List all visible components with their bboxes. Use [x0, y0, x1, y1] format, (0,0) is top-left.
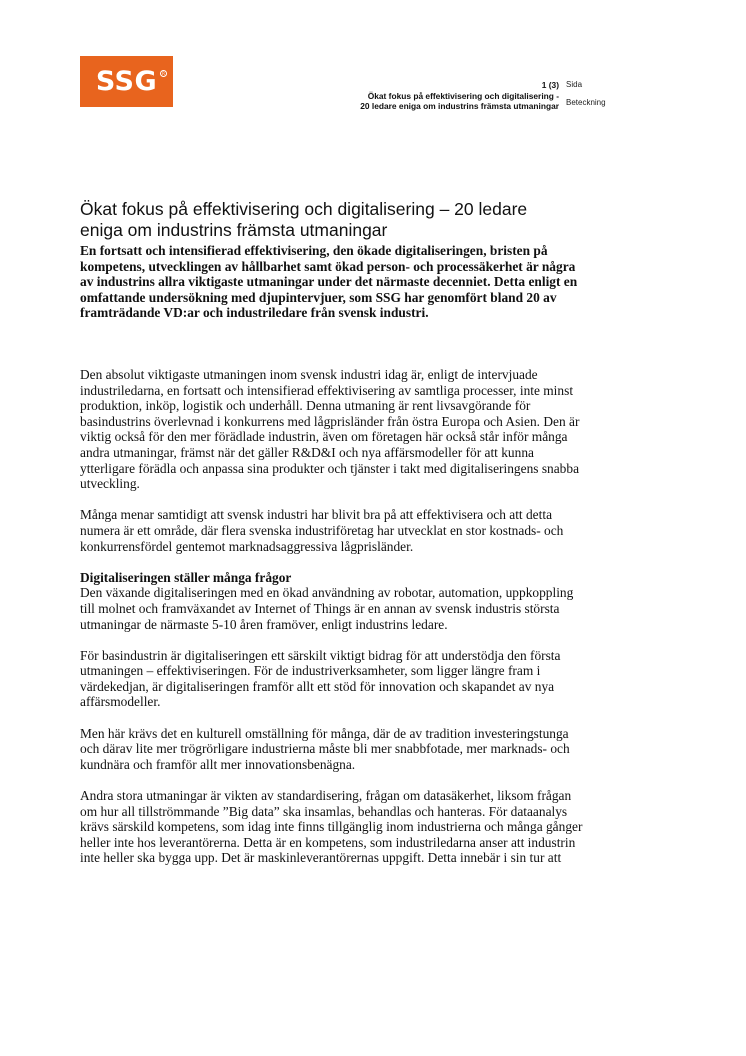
registered-icon: R [160, 70, 167, 77]
article-body [80, 367, 590, 882]
subheading: Digitaliseringen ställer många frågor [80, 569, 292, 585]
header-labels [566, 80, 606, 108]
paragraph-6: Andra stora utmaningar är vikten av standardisering, frågan om datasäkerhet, liksom frågan om hur all tillströmmande ”Big data” ska insamlas, behandlas och hanteras. För dataanalys krävs särskild kompetens, som idag inte finns tillgänglig inom industrierna och många gånger heller inte hos leverantörerna. Detta är en kompetens, som industriledarna anser att industrin inte heller ska bygga upp. Det är maskinleverantörernas uppgift. Detta innebär i sin tur att [80, 788, 583, 866]
paragraph-4: För basindustrin är digitaliseringen ett särskilt viktigt bidrag för att understödja den första utmaningen – effektiviseringen. För de industriverksamheter, som ligger längre fram i värdekedjan, är digitaliseringen framför allt ett stöd för innovation och skapandet av nya affärsmodeller. [80, 647, 561, 710]
paragraph-5: Men här krävs det en kulturell omställning för många, där de av tradition investeringstunga och därav lite mer trögrörligare industrierna måste bli mer snabbfotade, mer marknads- och kundnära och framför allt mer innovationsbenägna. [80, 725, 570, 772]
paragraph-2: Många menar samtidigt att svensk industri har blivit bra på att effektivisera och att detta numera är ett område, där flera svenska industriföretag har utvecklat en stor kostnads- och konkurrensfördel gentemot marknadsaggressiva lågprisländer. [80, 507, 564, 554]
paragraph-3: Den växande digitaliseringen med en ökad användning av robotar, automation, uppkoppling till molnet och framväxandet av Internet of Things är en annan av svensk industris största utmaningar de närmaste 5-10 åren framöver, enligt industrins ledare. [80, 585, 574, 632]
document-header [359, 80, 559, 111]
article-lead: En fortsatt och intensifierad effektivisering, den ökade digitaliseringen, bristen på kompetens, utvecklingen av hållbarhet samt ökad person- och processäkerhet är några av industrins allra viktigaste utmaningar under det närmaste decenniet. Detta enligt en omfattande undersökning med djupintervjuer, som SSG har genomfört bland 20 av framträdande VD:ar och industriledare från svensk industri. [80, 243, 578, 321]
label-designation: Beteckning [566, 98, 606, 107]
logo-text: SSG [95, 66, 158, 97]
article-title: Ökat fokus på effektivisering och digitalisering – 20 ledare eniga om industrins främsta utmaningar [80, 199, 528, 240]
header-doc-title: Ökat fokus på effektivisering och digitalisering - 20 ledare eniga om industrins främsta utmaningar [360, 91, 559, 111]
ssg-logo [80, 56, 173, 107]
page-number: 1 (3) [541, 80, 559, 90]
paragraph-1: Den absolut viktigaste utmaningen inom svensk industri idag är, enligt de intervjuade industriledarna, en fortsatt och intensifierad effektivisering av samtliga processer, inte minst produktion, inköp, logistik och underhåll. Denna utmaning är rent livsavgörande för basindustrins överlevnad i konkurrens med lågprisländer från östra Europa och Asien. Den är viktig också för den mer förädlade industrin, även om företagen här också står inför många andra utmaningar, främst när det gäller R&D&I och nya affärsmodeller för att kunna ytterligare förädla och anpassa sina produkter och tjänster i takt med digitaliseringens snabba utveckling. [80, 367, 580, 492]
label-page: Sida [566, 80, 583, 89]
